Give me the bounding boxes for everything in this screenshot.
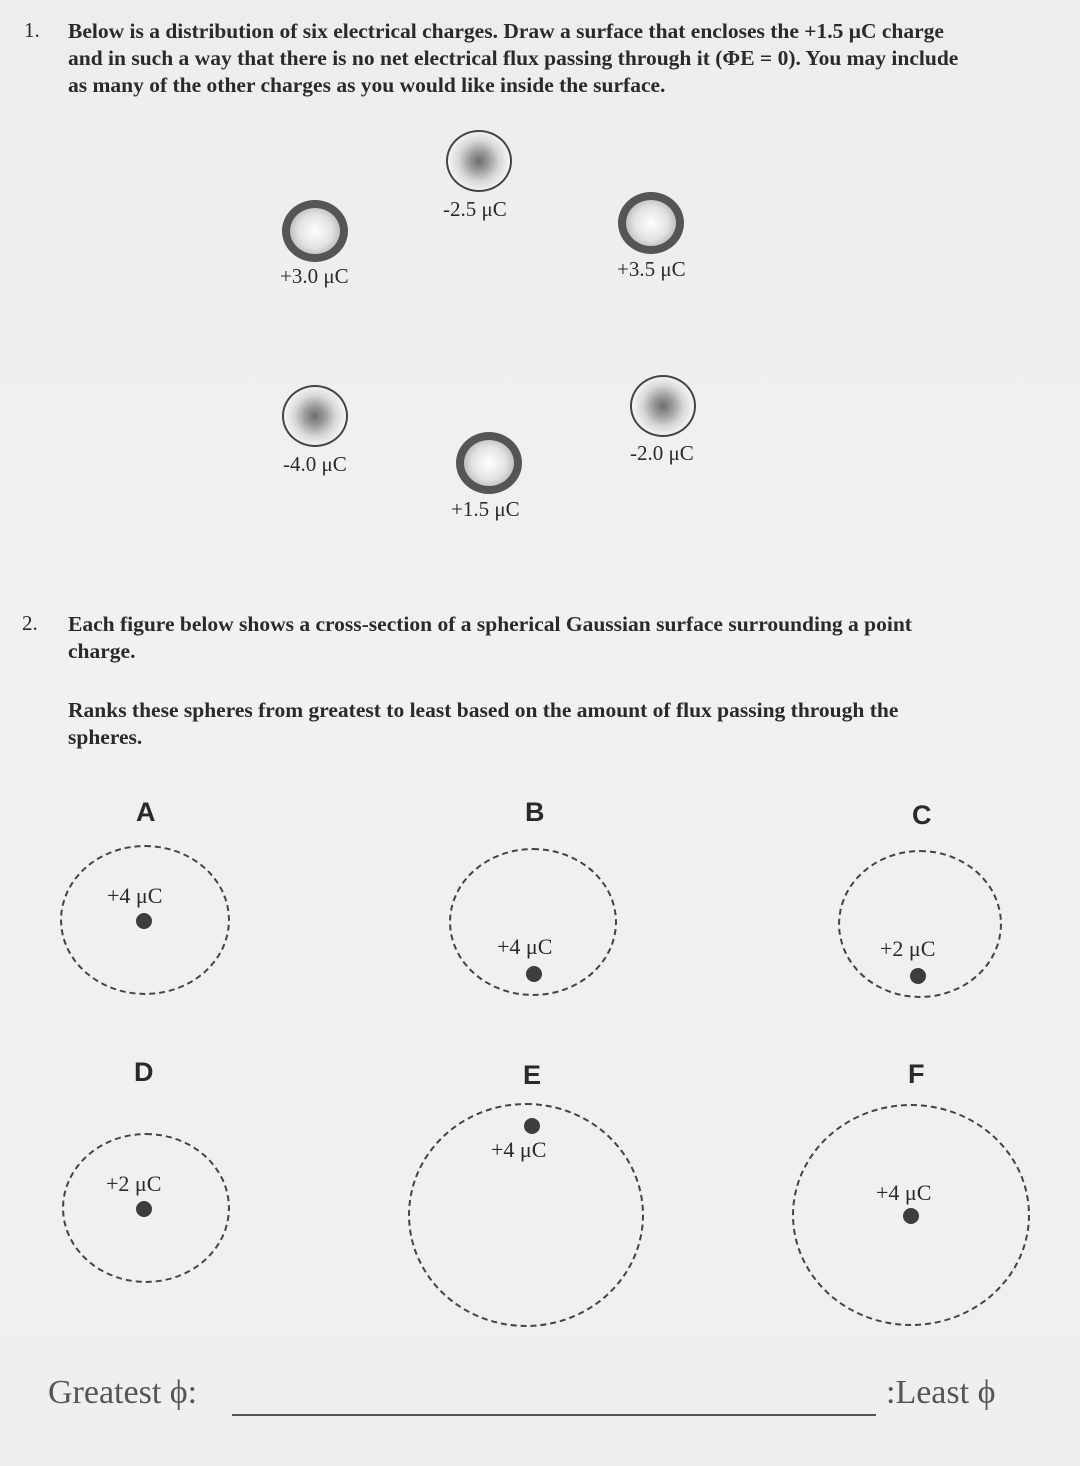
sphere-e-charge: +4 μC (491, 1137, 547, 1162)
point-charge-e (524, 1118, 540, 1134)
question-1-text (68, 18, 958, 99)
rank-line: Ranks these spheres from greatest to least based on the amount of flux passing through the (68, 698, 899, 722)
charge-pos-3-5 (618, 192, 684, 254)
least-label: :Least ϕ (886, 1374, 996, 1411)
charge-pos-3-0 (282, 200, 348, 262)
sphere-d-letter: D (134, 1057, 154, 1087)
question-2-text (68, 611, 912, 665)
question-2-number: 2. (22, 611, 38, 635)
point-charge-c (910, 968, 926, 984)
point-charge-f (903, 1208, 919, 1224)
question-2-line: Each figure below shows a cross-section of a spherical Gaussian surface surrounding a point (68, 612, 912, 636)
sphere-c-charge: +2 μC (880, 936, 936, 961)
sphere-a-letter: A (136, 797, 156, 827)
sphere-f-charge: +4 μC (876, 1180, 932, 1205)
sphere-b-charge: +4 μC (497, 934, 553, 959)
greatest-label: Greatest ϕ: (48, 1374, 198, 1411)
charge-label: +3.0 μC (280, 264, 349, 288)
sphere-f-letter: F (908, 1059, 925, 1089)
charge-label: +1.5 μC (451, 497, 520, 521)
charge-neg-2-5 (446, 130, 512, 192)
charge-neg-4-0 (282, 385, 348, 447)
sphere-c-letter: C (912, 800, 932, 830)
rank-line: spheres. (68, 725, 143, 749)
charge-label: -4.0 μC (283, 452, 347, 476)
charge-label: -2.5 μC (443, 197, 507, 221)
charge-neg-2-0 (630, 375, 696, 437)
charge-label: -2.0 μC (630, 441, 694, 465)
sphere-d-charge: +2 μC (106, 1171, 162, 1196)
ranking-answer-line[interactable] (232, 1414, 876, 1416)
sphere-a-charge: +4 μC (107, 883, 163, 908)
question-1-line: and in such a way that there is no net electrical flux passing through it (ΦE = 0). You may include (68, 46, 959, 70)
question-1-line: Below is a distribution of six electrical charges. Draw a surface that encloses the +1.5 μC charge (68, 19, 944, 43)
charge-label: +3.5 μC (617, 257, 686, 281)
point-charge-d (136, 1201, 152, 1217)
question-1-number: 1. (24, 18, 40, 42)
point-charge-b (526, 966, 542, 982)
point-charge-a (136, 913, 152, 929)
rank-instructions (68, 697, 898, 751)
sphere-e-letter: E (523, 1060, 542, 1090)
sphere-b-letter: B (525, 797, 545, 827)
question-2-line: charge. (68, 639, 136, 663)
question-1-line: as many of the other charges as you would like inside the surface. (68, 73, 666, 97)
charge-pos-1-5 (456, 432, 522, 494)
